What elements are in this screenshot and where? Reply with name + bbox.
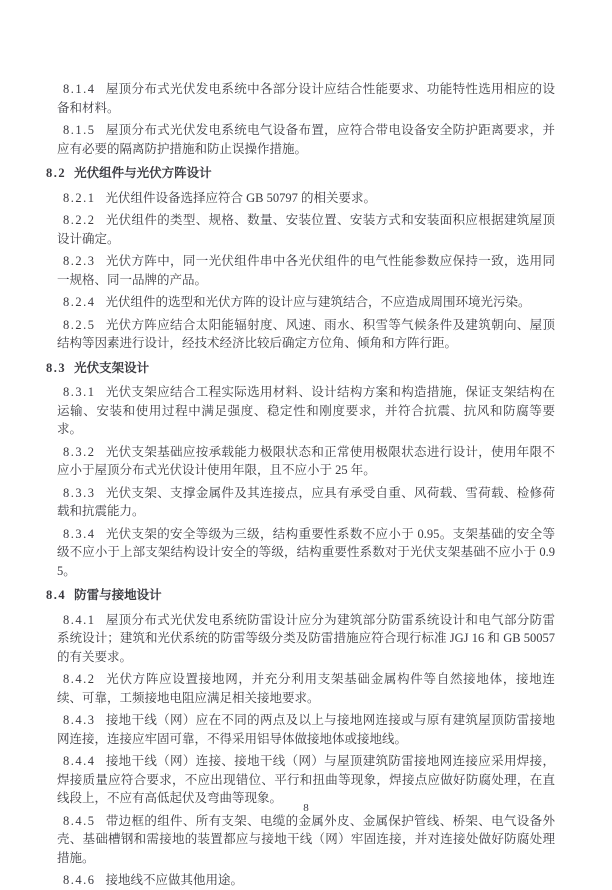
clause-text: 光伏方阵应设置接地网，并充分利用支架基础金属构件等自然接地体，接地连续、可靠，工频接地电阻应满足相关接地要求。 [57, 672, 555, 705]
clause-paragraph [57, 80, 555, 117]
clause-paragraph [57, 252, 555, 289]
clause-paragraph [57, 711, 555, 748]
section-heading [46, 359, 555, 378]
clause-number: 8.2.3 [63, 254, 96, 268]
clause-text: 光伏支架基础应按承载能力极限状态和正常使用极限状态进行设计，使用年限不应小于屋顶分布式光伏设计使用年限，且不应小于 25 年。 [57, 444, 555, 477]
clause-paragraph [57, 484, 555, 521]
document-body [46, 80, 555, 890]
clause-number: 8.2.4 [63, 295, 96, 309]
clause-number: 8.2.1 [63, 190, 96, 205]
clause-text: 光伏组件的类型、规格、数量、安装位置、安装方式和安装面积应根据建筑屋顶设计确定。 [57, 213, 555, 246]
section-number: 8.4 [46, 588, 67, 602]
clause-paragraph [57, 189, 555, 208]
clause-paragraph [57, 611, 555, 667]
section-number: 8.3 [46, 360, 67, 375]
clause-number: 8.4.3 [63, 713, 96, 727]
page-number: 8 [303, 802, 309, 814]
section-title: 光伏支架设计 [74, 360, 150, 375]
clause-text: 接地线不应做其他用途。 [105, 873, 244, 887]
section-number: 8.2 [46, 166, 67, 180]
clause-text: 光伏组件设备选择应符合 GB 50797 的相关要求。 [105, 190, 376, 205]
clause-number: 8.4.2 [63, 672, 96, 686]
clause-number: 8.1.5 [63, 123, 96, 137]
clause-text: 屋顶分布式光伏发电系统电气设备布置，应符合带电设备安全防护距离要求，并应有必要的隔离防护措施和防止误操作措施。 [57, 123, 555, 156]
clause-paragraph [57, 752, 555, 808]
clause-paragraph [57, 293, 555, 312]
clause-paragraph [57, 670, 555, 707]
clause-paragraph [57, 525, 555, 581]
clause-number: 8.3.1 [63, 385, 96, 399]
section-title: 光伏组件与光伏方阵设计 [74, 166, 212, 180]
clause-paragraph [57, 871, 555, 890]
clause-text: 接地干线（网）应在不同的两点及以上与接地网连接或与原有建筑屋顶防雷接地网连接，连接应牢固可靠，不得采用铝导体做接地体或接地线。 [57, 713, 555, 746]
section-heading [46, 164, 555, 183]
clause-paragraph [57, 443, 555, 480]
section-heading [46, 586, 555, 605]
clause-number: 8.2.5 [63, 317, 96, 332]
clause-text: 光伏支架应结合工程实际选用材料、设计结构方案和构造措施，保证支架结构在运输、安装和使用过程中满足强度、稳定性和刚度要求，并符合抗震、抗风和防腐等要求。 [57, 385, 555, 436]
clause-text: 光伏支架的安全等级为三级，结构重要性系数不应小于 0.95。支架基础的安全等级不应小于上部支架结构设计安全的等级，结构重要性系数对于光伏支架基础不应小于 0.95。 [57, 526, 555, 578]
clause-text: 光伏方阵应结合太阳能辐射度、风速、雨水、积雪等气候条件及建筑朝向、屋顶结构等因素进行设计，经技术经济比较后确定方位角、倾角和方阵行距。 [57, 317, 555, 350]
clause-number: 8.4.6 [63, 873, 96, 887]
clause-text: 屋顶分布式光伏发电系统防雷设计应分为建筑部分防雷系统设计和电气部分防雷系统设计；建筑和光伏系统的防雷等级分类及防雷措施应符合现行标准 JGJ 16 和 GB 50057 的有关要求。 [57, 612, 555, 664]
clause-text: 光伏支架、支撑金属件及其连接点，应具有承受自重、风荷载、雪荷载、检修荷载和抗震能力。 [57, 485, 555, 518]
clause-text: 光伏组件的选型和光伏方阵的设计应与建筑结合，不应造成周围环境光污染。 [105, 295, 531, 309]
clause-number: 8.3.2 [63, 444, 96, 459]
clause-paragraph [57, 812, 555, 868]
section-title: 防雷与接地设计 [74, 588, 162, 602]
clause-text: 带边框的组件、所有支架、电缆的金属外皮、金属保护管线、桥架、电气设备外壳、基础槽钢和需接地的装置都应与接地干线（网）牢固连接，并对连接处做好防腐处理措施。 [57, 813, 555, 865]
clause-number: 8.4.5 [63, 813, 96, 828]
clause-text: 接地干线（网）连接、接地干线（网）与屋顶建筑防雷接地网连接应采用焊接，焊接质量应符合要求，不应出现错位、平行和扭曲等现象，焊接点应做好防腐处理，在直线段上，不应有高低起伏及弯曲等现象。 [57, 754, 555, 805]
clause-text: 屋顶分布式光伏发电系统中各部分设计应结合性能要求、功能特性选用相应的设备和材料。 [57, 82, 555, 115]
clause-number: 8.4.1 [63, 612, 96, 627]
clause-paragraph [57, 121, 555, 158]
clause-number: 8.2.2 [63, 213, 96, 227]
clause-number: 8.3.4 [63, 526, 96, 541]
clause-number: 8.1.4 [63, 82, 96, 96]
clause-number: 8.3.3 [63, 485, 96, 500]
clause-number: 8.4.4 [63, 754, 96, 768]
clause-paragraph [57, 211, 555, 248]
clause-paragraph [57, 383, 555, 439]
clause-text: 光伏方阵中，同一光伏组件串中各光伏组件的电气性能参数应保持一致，选用同一规格、同一品牌的产品。 [57, 254, 555, 287]
clause-paragraph [57, 316, 555, 353]
